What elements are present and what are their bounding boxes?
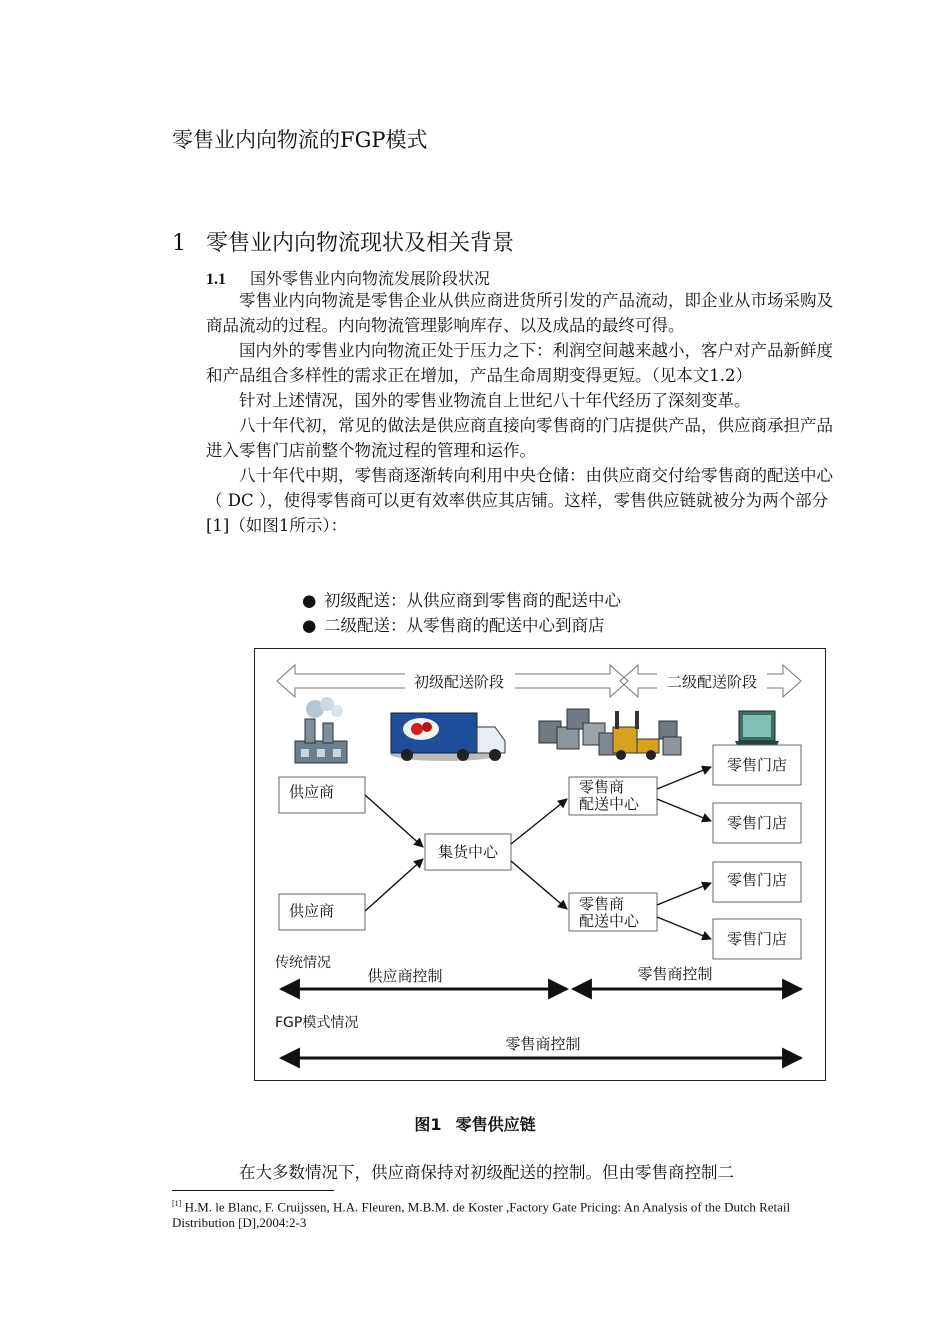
- retail-store-label: 零售门店: [726, 814, 788, 832]
- stage1-label: 初级配送阶段: [413, 673, 505, 691]
- bullet-icon: ●: [302, 616, 317, 635]
- supplier-label: 供应商: [289, 902, 335, 920]
- paragraph: 零售业内向物流是零售企业从供应商进货所引发的产品流动，即企业从市场采购及商品流动的过程。内向物流管理影响库存、以及成品的最终可得。: [206, 291, 833, 335]
- footnote-marker: [1]: [172, 1199, 182, 1208]
- retailer-control-label: 零售商控制: [637, 965, 713, 983]
- bullet-icon: ●: [302, 591, 317, 610]
- bullet-text: 二级配送：从零售商的配送中心到商店: [324, 616, 605, 635]
- retailer-control-label: 零售商控制: [505, 1035, 581, 1053]
- paragraph: 八十年代初，常见的做法是供应商直接向零售商的门店提供产品，供应商承担产品进入零售门店前整个物流过程的管理和运作。: [206, 416, 833, 460]
- subsection-number: 1.1: [206, 271, 226, 288]
- retail-dc-label: 零售商: [579, 778, 625, 796]
- stage2-label: 二级配送阶段: [666, 673, 758, 691]
- subsection-title: 国外零售业内向物流发展阶段状况: [250, 269, 491, 288]
- paragraph: 在大多数情况下，供应商保持对初级配送的控制。但由零售商控制二: [239, 1163, 734, 1182]
- body-text: [206, 288, 836, 538]
- retail-dc-label: 零售商: [579, 895, 625, 913]
- bullet-list: [302, 588, 621, 638]
- supply-chain-figure: [254, 648, 826, 1081]
- section-heading: [172, 226, 514, 257]
- list-item: [302, 588, 621, 613]
- body-text: [206, 1160, 734, 1185]
- paragraph: 八十年代中期，零售商逐渐转向利用中央仓储：由供应商交付给零售商的配送中心（ DC ），使得零售商可以更有效率供应其店铺。这样，零售供应链就被分为两个部分[1]（如图1所示）：: [206, 466, 833, 535]
- supplier-control-label: 供应商控制: [367, 967, 443, 985]
- retail-store-label: 零售门店: [726, 871, 788, 889]
- consolidation-center-label: 集货中心: [437, 843, 499, 861]
- retail-store-label: 零售门店: [726, 930, 788, 948]
- footnote-divider: [172, 1190, 334, 1191]
- subsection-heading: [206, 266, 490, 289]
- paragraph: 针对上述情况，国外的零售业物流自上世纪八十年代经历了深刻变革。: [239, 391, 751, 410]
- store-icon: [735, 711, 779, 749]
- paragraph: 国内外的零售业内向物流正处于压力之下：利润空间越来越小，客户对产品新鲜度和产品组合多样性的需求正在增加，产品生命周期变得更短。（见本文1.2）: [206, 341, 833, 385]
- section-title: 零售业内向物流现状及相关背景: [206, 231, 515, 256]
- supplier-label: 供应商: [289, 783, 335, 801]
- figure-number: 图1: [414, 1115, 442, 1134]
- retail-dc-label: 配送中心: [579, 795, 640, 813]
- warehouse-forklift-icon: [539, 709, 681, 760]
- flow-arrows: [365, 767, 711, 939]
- retail-dc-label: 配送中心: [579, 912, 640, 930]
- figure-caption: [0, 1112, 950, 1135]
- fgp-label: FGP模式情况: [275, 1015, 359, 1031]
- retail-store-label: 零售门店: [726, 756, 788, 774]
- truck-icon: [390, 713, 505, 761]
- bullet-text: 初级配送：从供应商到零售商的配送中心: [324, 591, 621, 610]
- list-item: [302, 613, 621, 638]
- traditional-label: 传统情况: [275, 955, 331, 971]
- figure-caption-text: 零售供应链: [455, 1115, 536, 1134]
- footnote: [172, 1196, 832, 1231]
- supply-chain-diagram: [255, 649, 825, 1080]
- footnote-text: H.M. le Blanc, F. Cruijssen, H.A. Fleuren, M.B.M. de Koster ,Factory Gate Pricing: An Analysis of the Dutch Retail Distribution [D],2004:2-3: [172, 1199, 791, 1231]
- document-title: 零售业内向物流的FGP模式: [172, 128, 428, 152]
- section-number: 1: [172, 231, 186, 256]
- factory-icon: [295, 697, 347, 763]
